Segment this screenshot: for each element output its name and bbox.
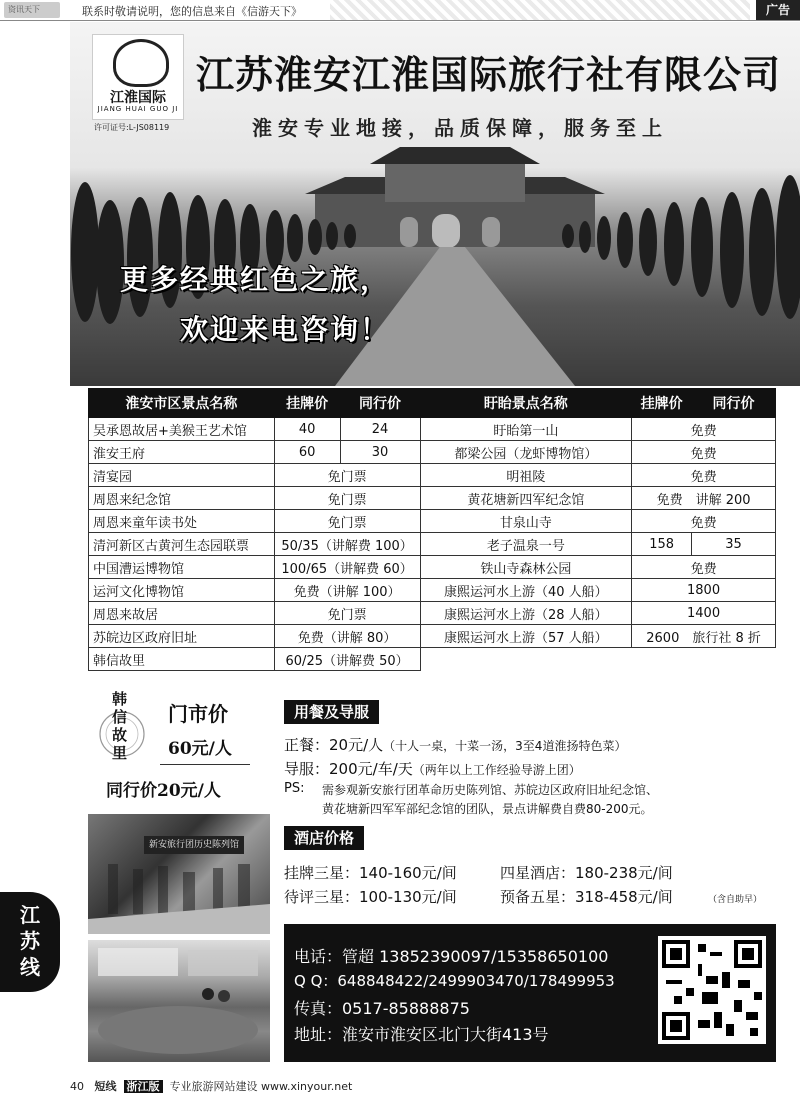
attraction-name: 康熙运河水上游（28 人船） [420, 602, 632, 625]
list-price: 40 [274, 418, 340, 441]
hot-spring-photo [88, 940, 270, 1062]
attraction-name: 苏皖边区政府旧址 [89, 625, 275, 648]
page-number: 40 [70, 1080, 84, 1093]
price: 免门票 [274, 510, 420, 533]
peer-price: 35 [692, 533, 776, 556]
column-header: 挂牌价 [632, 389, 692, 418]
hotel-line-2a: 待评三星：100-130元/间 [284, 888, 457, 906]
header-notice: 联系时敬请说明，您的信息来自《信游天下》 [82, 5, 302, 18]
attraction-name: 康熙运河水上游（40 人船） [420, 579, 632, 602]
hotel-section-title: 酒店价格 [284, 826, 364, 850]
gate-price: 60元/人 [168, 739, 232, 759]
ps-label: PS: [284, 781, 305, 796]
top-bar [0, 0, 800, 21]
table-header-row [89, 389, 776, 418]
brand-logo-en: JIANG HUAI GUO JI [97, 105, 179, 113]
price: 免费 [632, 464, 776, 487]
guide-price: 200元/车/天 [329, 760, 413, 778]
price-table [88, 388, 776, 671]
meal-line [284, 734, 626, 755]
table-row [89, 533, 776, 556]
hotel-note: （含自助早） [708, 895, 763, 905]
qq: Q Q：648848422/2499903470/178499953 [294, 972, 615, 990]
price: 1800 [632, 579, 776, 602]
decorative-stripe [330, 0, 750, 20]
column-header: 同行价 [340, 389, 420, 418]
guide-line [284, 758, 581, 779]
price: 100/65（讲解费 60） [274, 556, 420, 579]
attraction-name: 都梁公园（龙虾博物馆） [420, 441, 632, 464]
attraction-name: 运河文化博物馆 [89, 579, 275, 602]
footer-text: 专业旅游网站建设 www.xinyour.net [169, 1080, 353, 1093]
price: 免费 [632, 510, 776, 533]
publication-logo [4, 2, 60, 18]
edition-tag: 浙江版 [124, 1080, 163, 1093]
column-header: 淮安市区景点名称 [89, 389, 275, 418]
qr-code-icon[interactable] [658, 936, 766, 1044]
company-name: 江苏淮安江淮国际旅行社有限公司 [196, 53, 782, 97]
ps-line-2: 黄花塘新四军军部纪念馆的团队，景点讲解费自费80-200元。 [322, 802, 653, 816]
contact-panel [284, 924, 776, 1062]
slogan: 淮安专业地接，品质保障，服务至上 [252, 116, 668, 140]
price: 60/25（讲解费 50） [274, 648, 420, 671]
price: 1400 [632, 602, 776, 625]
gate-price-label: 门市价 [168, 702, 228, 726]
ad-label: 广告 [756, 0, 800, 20]
brand-logo [92, 34, 184, 120]
peer-price: 30 [340, 441, 420, 464]
museum-sign: 新安旅行团历史陈列馆 [144, 836, 244, 854]
guide-note: （两年以上工作经验导游上团） [412, 763, 581, 777]
guide-label: 导服： [284, 760, 330, 778]
promo-line-1: 更多经典红色之旅， [120, 263, 391, 296]
attraction-name: 老子温泉一号 [420, 533, 632, 556]
license-number: 许可证号:L-JS08119 [94, 123, 170, 132]
attraction-name: 清宴园 [89, 464, 275, 487]
attraction-name: 康熙运河水上游（57 人船） [420, 625, 632, 648]
price: 免门票 [274, 487, 420, 510]
table-row [89, 510, 776, 533]
attraction-name: 韩信故里 [89, 648, 275, 671]
hanxin-logo-text: 韩信故里 [112, 690, 128, 762]
meal-note: （十人一桌，十菜一汤，3至4道淮扬特色菜） [383, 739, 627, 753]
brand-logo-cn: 江淮国际 [110, 90, 166, 106]
address: 地址：淮安市淮安区北门大街413号 [294, 1025, 549, 1044]
section-name: 短线 [94, 1080, 117, 1093]
hot-spring-scene [88, 940, 270, 1062]
fax: 传真：0517-85888875 [294, 999, 470, 1018]
hotel-line-2b: 预备五星：318-458元/间 [500, 888, 673, 906]
divider [160, 764, 250, 765]
attraction-name: 周恩来纪念馆 [89, 487, 275, 510]
price: 免费 讲解 200 [632, 487, 776, 510]
phone: 电话：管超 13852390097/15358650100 [294, 947, 609, 966]
list-price: 158 [632, 533, 692, 556]
museum-photo [88, 814, 270, 934]
attraction-name: 清河新区古黄河生态园联票 [89, 533, 275, 556]
publication-logo-text: 资讯天下 [8, 5, 40, 14]
table-row [89, 556, 776, 579]
table-row [89, 602, 776, 625]
region-tab-char: 线 [20, 955, 40, 979]
meal-price: 20元/人 [329, 736, 384, 754]
attraction-name: 周恩来故居 [89, 602, 275, 625]
table-row [89, 441, 776, 464]
table-row [89, 487, 776, 510]
empty-cell [420, 648, 776, 671]
price: 免费（讲解 80） [274, 625, 420, 648]
column-header: 同行价 [692, 389, 776, 418]
region-tab-char: 江 [20, 903, 40, 927]
price: 免费 [632, 441, 776, 464]
region-tab [0, 892, 60, 992]
price: 2600 旅行社 8 折 [632, 625, 776, 648]
attraction-name: 黄花塘新四军纪念馆 [420, 487, 632, 510]
attraction-name: 中国漕运博物馆 [89, 556, 275, 579]
region-tab-char: 苏 [20, 929, 40, 953]
column-header: 挂牌价 [274, 389, 340, 418]
jh-logo-icon [113, 39, 169, 87]
attraction-name: 明祖陵 [420, 464, 632, 487]
price: 免门票 [274, 464, 420, 487]
page-footer [70, 1078, 352, 1094]
table-row [89, 418, 776, 441]
price: 50/35（讲解费 100） [274, 533, 420, 556]
price: 免费 [632, 418, 776, 441]
attraction-name: 淮安王府 [89, 441, 275, 464]
meal-label: 正餐： [284, 736, 330, 754]
hotel-line-1a: 挂牌三星：140-160元/间 [284, 864, 457, 882]
table-row [89, 579, 776, 602]
attraction-name: 铁山寺森林公园 [420, 556, 632, 579]
attraction-name: 甘泉山寺 [420, 510, 632, 533]
price: 免费（讲解 100） [274, 579, 420, 602]
peer-price: 24 [340, 418, 420, 441]
table-row [89, 464, 776, 487]
list-price: 60 [274, 441, 340, 464]
ps-line-1: 需参观新安旅行团革命历史陈列馆、苏皖边区政府旧址纪念馆、 [322, 783, 659, 797]
dining-section-title: 用餐及导服 [284, 700, 379, 724]
attraction-name: 周恩来童年读书处 [89, 510, 275, 533]
attraction-name: 吴承恩故居+美猴王艺术馆 [89, 418, 275, 441]
table-row [89, 648, 776, 671]
sculpture-relief [88, 814, 270, 934]
hotel-line-1b: 四星酒店：180-238元/间 [500, 864, 673, 882]
promo-line-2: 欢迎来电咨询！ [180, 313, 391, 346]
attraction-name: 盱眙第一山 [420, 418, 632, 441]
column-header: 盱眙景点名称 [420, 389, 632, 418]
price: 免门票 [274, 602, 420, 625]
peer-price: 同行价20元/人 [106, 781, 221, 801]
table-row [89, 625, 776, 648]
price: 免费 [632, 556, 776, 579]
